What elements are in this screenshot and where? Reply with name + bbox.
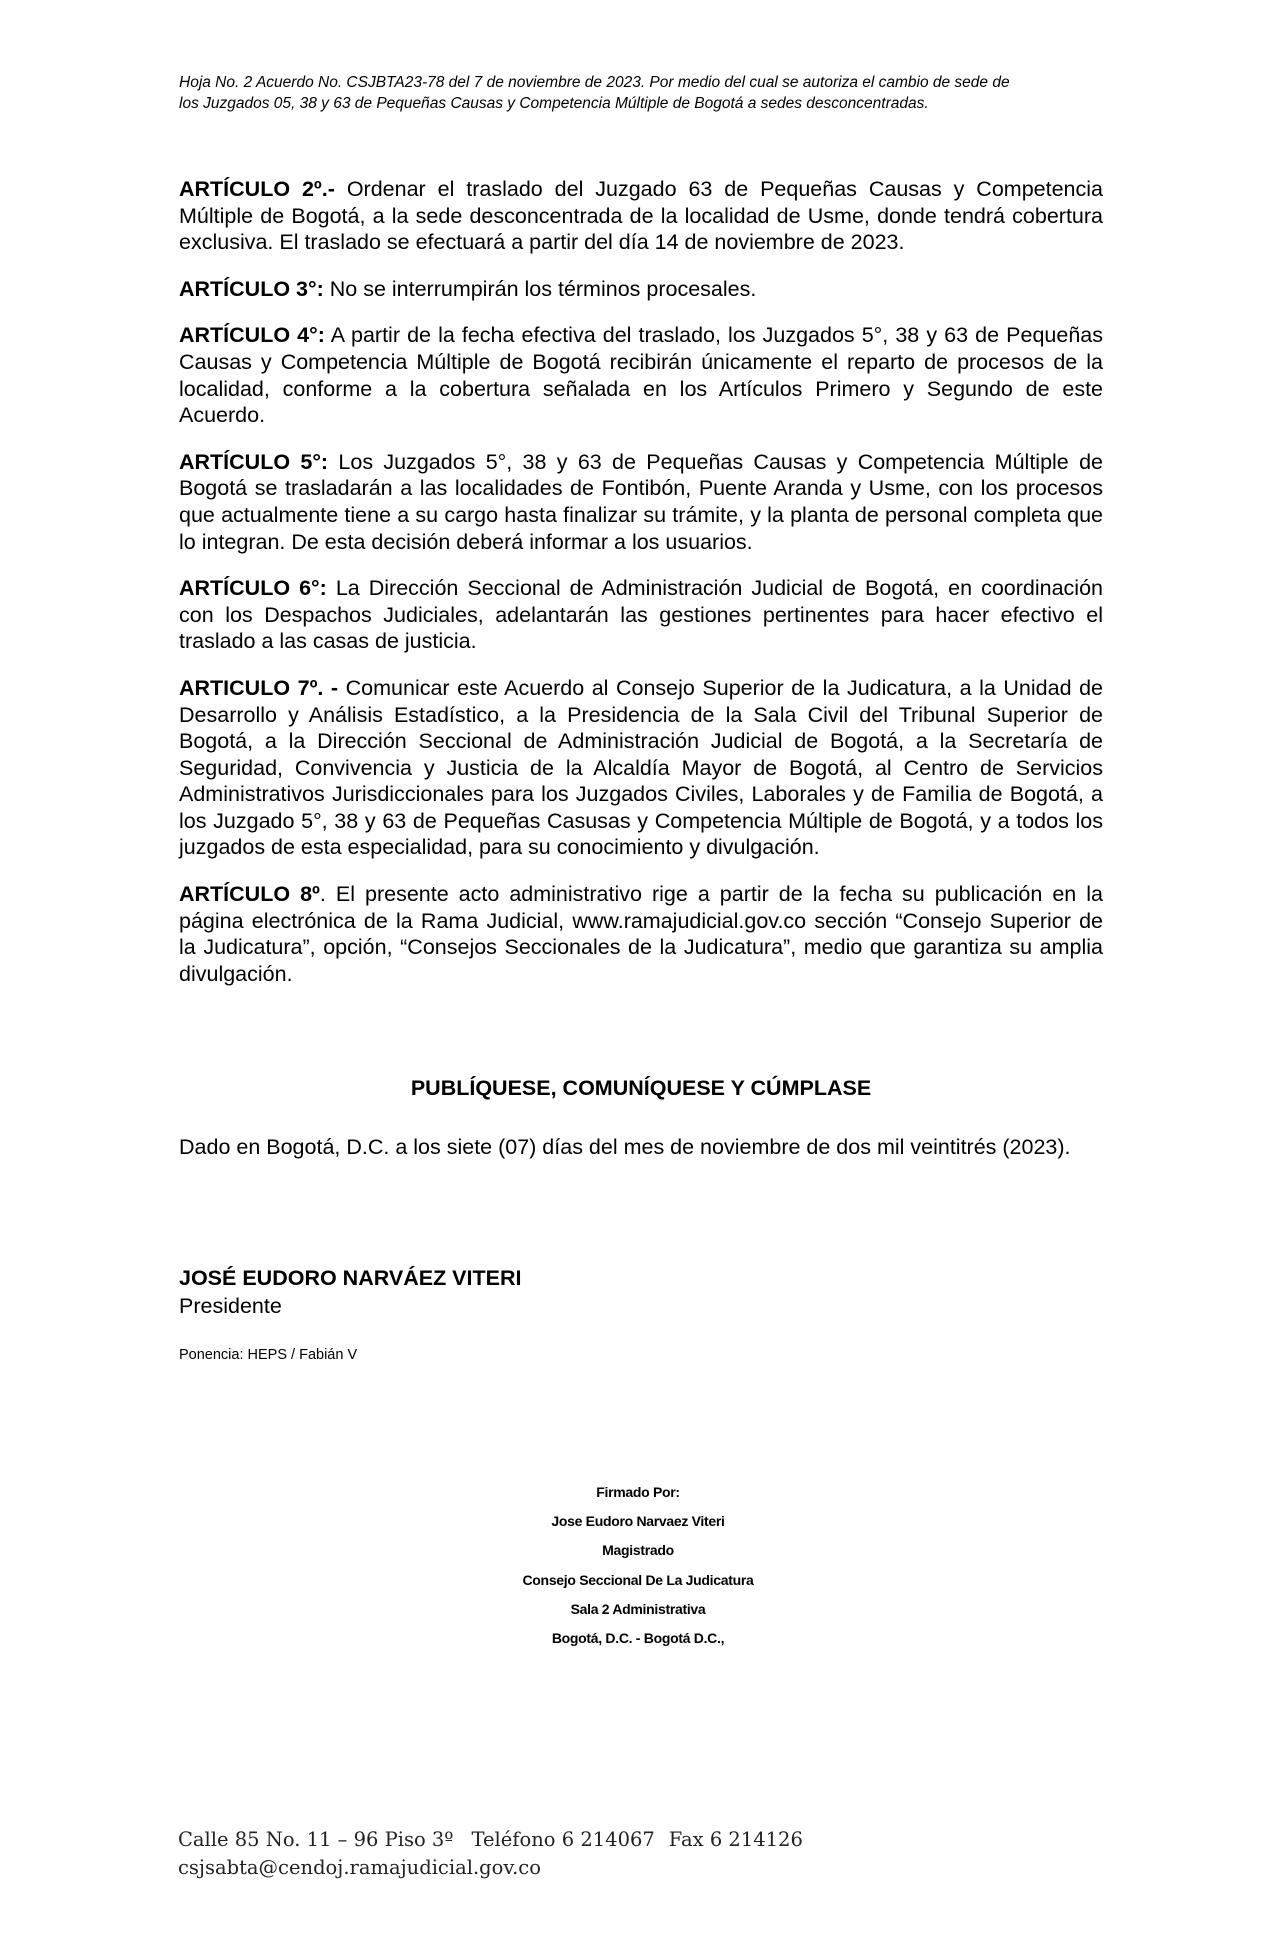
signer-block bbox=[179, 1264, 521, 1320]
signature-chamber: Sala 2 Administrativa bbox=[570, 1600, 706, 1617]
article-text: Comunicar este Acuerdo al Consejo Superior de la Judicatura, a la Unidad de Desarrollo y Análisis Estadístico, a la Presidencia de la Sala Civil del Tribunal Superior de Bogotá, a la Dirección Seccional de Administración Judicial de Bogotá, a la Secretaría de Seguridad, Convivencia y Justicia de la Alcaldía Mayor de Bogotá, al Centro de Servicios Administrativos Jurisdiccionales para los Juzgados Civiles, Laborales y de Familia de Bogotá, a los Juzgado 5°, 38 y 63 de Pequeñas Casusas y Competencia Múltiple de Bogotá, y a todos los juzgados de esta especialidad, para su conocimiento y divulgación. bbox=[179, 675, 1103, 860]
page-footer bbox=[178, 1826, 803, 1882]
footer-contact-line bbox=[178, 1826, 803, 1854]
footer-address: Calle 85 No. 11 – 96 Piso 3º bbox=[178, 1828, 454, 1851]
page-header bbox=[179, 72, 1103, 114]
signature-title: Magistrado bbox=[602, 1542, 674, 1559]
article-text: Los Juzgados 5°, 38 y 63 de Pequeñas Causas y Competencia Múltiple de Bogotá se trasladarán a las localidades de Fontibón, Puente Aranda y Usme, con los procesos que actualmente tiene a su cargo hasta finalizar su trámite, y la planta de personal completa que lo integran. De esta decisión deberá informar a los usuarios. bbox=[179, 449, 1103, 554]
articles-body bbox=[179, 176, 1103, 987]
footer-email: csjsabta@cendoj.ramajudicial.gov.co bbox=[178, 1856, 541, 1879]
article-label: ARTÍCULO 3°: bbox=[179, 276, 324, 301]
given-date-paragraph: Dado en Bogotá, D.C. a los siete (07) días del mes de noviembre de dos mil veintitrés (2023). bbox=[179, 1135, 1071, 1159]
header-line-1: Hoja No. 2 Acuerdo No. CSJBTA23-78 del 7 de noviembre de 2023. Por medio del cual se autoriza el cambio de sede de bbox=[179, 74, 1010, 91]
article-text: Ordenar el traslado del Juzgado 63 de Pequeñas Causas y Competencia Múltiple de Bogotá, a la sede desconcentrada de la localidad de Usme, donde tendrá cobertura exclusiva. El traslado se efectuará a partir del día 14 de noviembre de 2023. bbox=[179, 177, 1103, 255]
header-line-2: los Juzgados 05, 38 y 63 de Pequeñas Causas y Competencia Múltiple de Bogotá a sedes desconcentradas. bbox=[179, 95, 929, 112]
footer-phone: Teléfono 6 214067 bbox=[471, 1828, 655, 1851]
signer-name: JOSÉ EUDORO NARVÁEZ VITERI bbox=[179, 1266, 522, 1290]
article-5 bbox=[179, 449, 1103, 555]
article-4 bbox=[179, 322, 1103, 428]
footer-fax: Fax 6 214126 bbox=[668, 1828, 803, 1851]
article-label: ARTÍCULO 2º.- bbox=[179, 177, 335, 201]
article-text: A partir de la fecha efectiva del traslado, los Juzgados 5°, 38 y 63 de Pequeñas Causas y Competencia Múltiple de Bogotá recibirán únicamente el reparto de procesos de la localidad, conforme a la cobertura señalada en los Artículos Primero y Segundo de este Acuerdo. bbox=[179, 323, 1103, 428]
article-text: No se interrumpirán los términos procesales. bbox=[323, 276, 757, 301]
article-label: ARTÍCULO 8º bbox=[179, 882, 320, 907]
article-7 bbox=[179, 675, 1103, 861]
article-label: ARTÍCULO 4°: bbox=[179, 323, 325, 348]
article-text: La Dirección Seccional de Administración Judicial de Bogotá, en coordinación con los Despachos Judiciales, adelantarán las gestiones pertinentes para hacer efectivo el traslado a las casas de justicia. bbox=[179, 576, 1103, 654]
signed-by-label: Firmado Por: bbox=[596, 1484, 680, 1500]
electronic-signature-block bbox=[438, 1478, 838, 1653]
article-3 bbox=[179, 276, 1103, 303]
ponencia-note: Ponencia: HEPS / Fabián V bbox=[179, 1347, 358, 1363]
signer-role: Presidente bbox=[179, 1294, 282, 1318]
closing-formula: PUBLÍQUESE, COMUNÍQUESE Y CÚMPLASE bbox=[410, 1076, 872, 1100]
signature-city: Bogotá, D.C. - Bogotá D.C., bbox=[551, 1630, 725, 1647]
signature-name: Jose Eudoro Narvaez Viteri bbox=[551, 1513, 725, 1530]
article-2 bbox=[179, 176, 1103, 256]
signature-council: Consejo Seccional De La Judicatura bbox=[522, 1571, 754, 1588]
article-text: . El presente acto administrativo rige a partir de la fecha su publicación en la página electrónica de la Rama Judicial, www.ramajudicial.gov.co sección “Consejo Superior de la Judicatura”, opción, “Consejos Seccionales de la Judicatura”, medio que garantiza su amplia divulgación. bbox=[179, 882, 1103, 986]
article-8 bbox=[179, 881, 1103, 987]
article-label: ARTÍCULO 6°: bbox=[179, 576, 327, 601]
article-label: ARTÍCULO 5°: bbox=[179, 449, 329, 474]
article-label: ARTICULO 7º. - bbox=[179, 675, 339, 700]
article-6 bbox=[179, 575, 1103, 655]
